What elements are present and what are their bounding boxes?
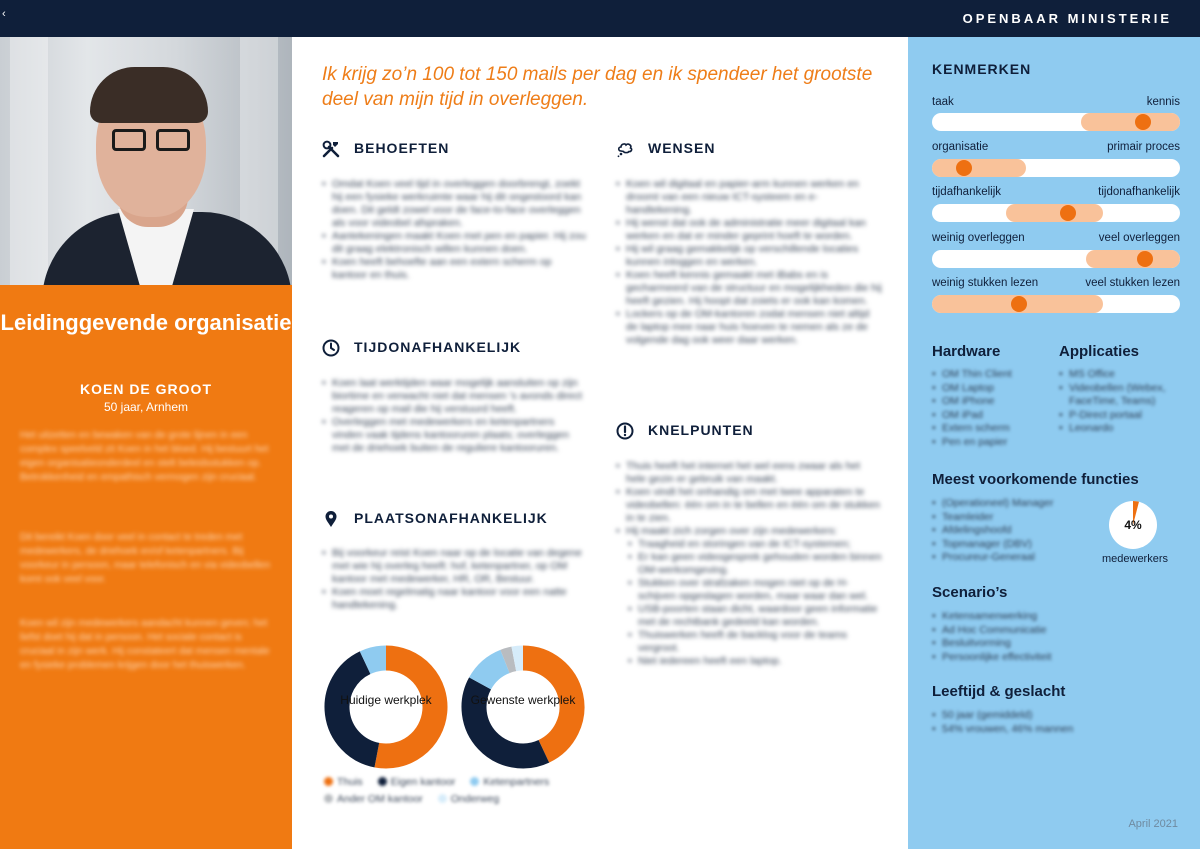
page-edge-mark: ‹ bbox=[2, 8, 6, 20]
section-title-knelpunten: KNELPUNTEN bbox=[648, 422, 754, 438]
hardware-title: Hardware bbox=[932, 343, 1001, 360]
slider-track bbox=[932, 250, 1180, 268]
slider-range bbox=[1081, 113, 1180, 131]
list-item: • Pen en papier bbox=[932, 436, 1052, 450]
list-item: • Aantekeningen maakt Koen met pen en papier. Hij zou dit graag elektronisch willen kunnen doen. bbox=[322, 230, 588, 256]
legend-item: Thuis bbox=[324, 776, 363, 788]
slider-track bbox=[932, 159, 1180, 177]
slider-right-label: tijdonafhankelijk bbox=[1098, 186, 1180, 198]
donut-label-huidige: Huidige werkplek bbox=[340, 693, 432, 707]
persona-quote: Ik krijg zo’n 100 tot 150 mails per dag en ik spendeer het grootste deel van mijn tijd in overleggen. bbox=[322, 64, 873, 110]
list-item: • Procureur-Generaal bbox=[932, 551, 1092, 565]
location-pin-icon bbox=[322, 510, 340, 528]
persona-bio-2: Dit bereikt Koen door veel in contact te treden met medewerkers, de driehoek en/of ketenpartners. Bij voorkeur in persoon, maar telefonisch en via videobellen komt ook veel voor. bbox=[20, 532, 271, 585]
slider-track bbox=[932, 204, 1180, 222]
kenmerken-title: KENMERKEN bbox=[932, 61, 1032, 77]
legend-swatch bbox=[438, 794, 447, 803]
section-title-plaatsonafhankelijk: PLAATSONAFHANKELIJK bbox=[354, 510, 548, 526]
list-item: • Koen wil digitaal en papier-arm kunnen werken en droomt van een nieuw ICT-systeem en e-handtekening. bbox=[616, 178, 882, 217]
list-item: • Hij wenst dat ook de administratie meer digitaal kan werken en dat er minder geprint hoeft te worden. bbox=[616, 217, 882, 243]
applicaties-list bbox=[1059, 368, 1184, 436]
list-item: • Ad Hoc Communicatie bbox=[932, 624, 1172, 638]
list-item: • Er kan geen videogesprek gehouden worden binnen OM-werkomgeving. bbox=[616, 551, 882, 577]
donut-slice-ander-om-kantoor bbox=[505, 659, 514, 662]
functies-title: Meest voorkomende functies bbox=[932, 471, 1139, 488]
slider-knob bbox=[1011, 296, 1027, 312]
list-item: • Teamleider bbox=[932, 511, 1092, 525]
slider-right-label: veel overleggen bbox=[1098, 232, 1180, 244]
percentage-value: 4% bbox=[1124, 518, 1142, 532]
list-item: • OM Laptop bbox=[932, 382, 1052, 396]
list-item: • Stukken over strafzaken mogen niet op de H-schijven opgeslagen worden, maar waar dan wel. bbox=[616, 577, 882, 603]
list-item: • Hij maakt zich zorgen over zijn medewerkers: bbox=[616, 525, 882, 538]
thought-bubble-icon bbox=[616, 140, 634, 158]
list-item: • USB-poorten staan dicht, waardoor geen informatie met de rechtbank gedeeld kan worden. bbox=[616, 603, 882, 629]
slider-left-label: taak bbox=[932, 96, 954, 108]
slider-range bbox=[932, 159, 1026, 177]
list-item: • Extern scherm bbox=[932, 422, 1052, 436]
donut-slice-onderweg bbox=[514, 658, 523, 659]
legend-item: Onderweg bbox=[438, 793, 499, 805]
list-item: • Koen vindt het onhandig om met twee apparaten te videobellen: één om in te bellen en één om de stukken in te zien. bbox=[616, 486, 882, 525]
slider-range bbox=[1006, 204, 1103, 222]
list-item: • OM iPhone bbox=[932, 395, 1052, 409]
brand-name: OPENBAAR MINISTERIE bbox=[962, 11, 1172, 26]
legend-swatch bbox=[378, 777, 387, 786]
hardware-list bbox=[932, 368, 1052, 450]
header-bar bbox=[0, 0, 1200, 37]
list-item: • MS Office bbox=[1059, 368, 1184, 382]
list-item: • Hij wil graag gemakkelijk op verschillende locaties kunnen inloggen en werken. bbox=[616, 243, 882, 269]
plaatsonafhankelijk-list bbox=[322, 547, 588, 612]
leeftijd-list bbox=[932, 709, 1172, 736]
list-item: • Bij voorkeur reist Koen naar op de locatie van degene met wie hij overleg heeft: hof, ketenpartner, op OM kantoor met medewerker, HR, OR, Bestuur. bbox=[322, 547, 588, 586]
list-item: • Afdelingshoofd bbox=[932, 524, 1092, 538]
tools-icon bbox=[322, 140, 340, 158]
applicaties-title: Applicaties bbox=[1059, 343, 1140, 360]
slider-left-label: tijdafhankelijk bbox=[932, 186, 1002, 198]
persona-role: Leidinggevende organisatie bbox=[0, 310, 292, 335]
legend-swatch bbox=[470, 777, 479, 786]
list-item: • Koen heeft behoefte aan een extern scherm op kantoor en thuis. bbox=[322, 256, 588, 282]
slider-left-label: weinig overleggen bbox=[932, 232, 1025, 244]
list-item: • 54% vrouwen, 46% mannen bbox=[932, 723, 1172, 737]
slider-left-label: organisatie bbox=[932, 141, 989, 153]
list-item: • 50 jaar (gemiddeld) bbox=[932, 709, 1172, 723]
donut-slice-ketenpartners bbox=[480, 661, 505, 683]
list-item: • Persoonlijke effectiviteit bbox=[932, 651, 1172, 665]
slider-right-label: kennis bbox=[1146, 96, 1180, 108]
legend-swatch bbox=[324, 777, 333, 786]
slider-right-label: veel stukken lezen bbox=[1085, 277, 1180, 289]
persona-meta: 50 jaar, Arnhem bbox=[103, 400, 189, 414]
legend-item: Eigen kantoor bbox=[378, 776, 456, 788]
donut-slice-eigen-kantoor bbox=[337, 663, 377, 755]
list-item: • Traagheid en storingen van de ICT-systemen; bbox=[616, 538, 882, 551]
list-item: • Topmanager (DBV) bbox=[932, 538, 1092, 552]
slider-track bbox=[932, 295, 1180, 313]
slider-knob bbox=[1135, 114, 1151, 130]
knelpunten-list bbox=[616, 460, 882, 668]
persona-bio-1: Het uitzetten en bewaken van de grote lijnen in een complex speelveld zit Koen in het bloed. Hij bestuurt het eigen organisatieonderdeel en stelt beleidsstukken op. Betrokkenheid en empathisch vermogen zijn cruciaal. bbox=[20, 430, 269, 483]
section-title-tijdonafhankelijk: TIJDONAFHANKELIJK bbox=[354, 339, 522, 355]
slider-left-label: weinig stukken lezen bbox=[932, 277, 1039, 289]
list-item: • OM Thin Client bbox=[932, 368, 1052, 382]
slider-right-label: primair proces bbox=[1107, 141, 1180, 153]
persona-bio-3: Koen wil zijn medewerkers aandacht kunnen geven; het liefst doet hij dat in persoon. Het sociale contact is cruciaal in zijn werk. Hij constateert dat mensen mentale en fysieke problemen krijgen door het thuiswerken. bbox=[20, 618, 270, 671]
list-item: • Thuiswerken heeft de backlog voor de teams vergroot. bbox=[616, 629, 882, 655]
list-item: • Niet iedereen heeft een laptop. bbox=[616, 655, 882, 668]
behoeften-list bbox=[322, 178, 588, 282]
list-item: • OM iPad bbox=[932, 409, 1052, 423]
list-item: • Thuis heeft het internet het wel eens zwaar als het hele gezin er gebruik van maakt. bbox=[616, 460, 882, 486]
clock-icon bbox=[322, 339, 340, 357]
slider-track bbox=[932, 113, 1180, 131]
donut-label-gewenste: Gewenste werkplek bbox=[470, 693, 576, 707]
functies-list bbox=[932, 497, 1092, 565]
persona-column bbox=[0, 37, 292, 849]
list-item: • Omdat Koen veel tijd in overleggen doorbrengt, zoekt hij een fysieke werkruimte waar hij dit ongestoord kan doen. Dit geldt zowel voor de face-to-face overleggen als voor videobel afspraken. bbox=[322, 178, 588, 230]
slider-range bbox=[1086, 250, 1180, 268]
list-item: • Koen moet regelmatig naar kantoor voor een natte handtekening. bbox=[322, 586, 588, 612]
chart-legend bbox=[324, 776, 594, 805]
list-item: • Videobellen (Webex, FaceTime, Teams) bbox=[1059, 382, 1184, 409]
list-item: • (Operationeel) Manager bbox=[932, 497, 1092, 511]
persona-name: KOEN DE GROOT bbox=[79, 381, 212, 397]
legend-swatch bbox=[324, 794, 333, 803]
legend-item: Ander OM kantoor bbox=[324, 793, 423, 805]
percentage-caption: medewerkers bbox=[1101, 553, 1169, 565]
list-item: • Leonardo bbox=[1059, 422, 1184, 436]
wensen-list bbox=[616, 178, 882, 347]
scenarios-title: Scenario’s bbox=[932, 584, 1008, 601]
list-item: • Lockers op de OM-kantoren zodat mensen niet altijd de laptop mee naar huis hoeven te nemen als ze de volgende dag ook weer daar werken. bbox=[616, 308, 882, 347]
list-item: • Besluitvorming bbox=[932, 637, 1172, 651]
alert-icon bbox=[616, 422, 634, 440]
legend-item: Ketenpartners bbox=[470, 776, 549, 788]
leeftijd-title: Leeftijd & geslacht bbox=[932, 683, 1066, 700]
scenarios-list bbox=[932, 610, 1172, 664]
section-title-behoeften: BEHOEFTEN bbox=[354, 140, 450, 156]
list-item: • Overleggen met medewerkers en ketenpartners vinden vaak tijdens kantooruren plaats; overleggen met de driehoek buiten de reguliere kantooruren. bbox=[322, 416, 588, 455]
publication-date: April 2021 bbox=[1128, 818, 1178, 830]
section-title-wensen: WENSEN bbox=[648, 140, 716, 156]
tijdonafhankelijk-list bbox=[322, 377, 588, 455]
list-item: • Ketensamenwerking bbox=[932, 610, 1172, 624]
list-item: • Koen laat werktijden waar mogelijk aansluiten op zijn biortime en verwacht niet dat mensen 's avonds direct reageren op mail die hij verstuurd heeft. bbox=[322, 377, 588, 416]
persona-photo bbox=[0, 37, 292, 285]
list-item: • Koen heeft kennis gemaakt met iBabs en is gecharmeerd van de structuur en mogelijkheden die hij heeft gezien. Hij hoopt dat zoiets er ook kan komen. bbox=[616, 269, 882, 308]
list-item: • P-Direct portaal bbox=[1059, 409, 1184, 423]
donut-slice-ketenpartners bbox=[365, 658, 386, 663]
